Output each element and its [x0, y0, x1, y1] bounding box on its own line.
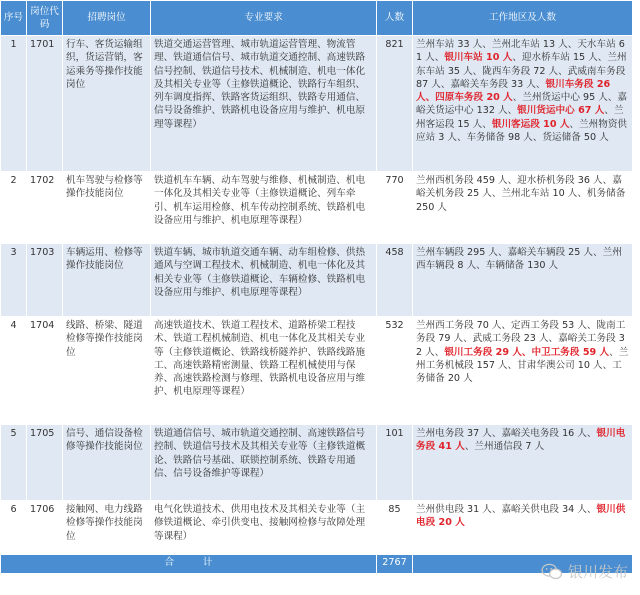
highlighted-unit: 银川货运中心 67 人: [517, 105, 605, 117]
cell-major: 铁道机车车辆、动车驾驶与维修、机械制造、机电一体化及其相关专业等（主修铁道概论、列车牵引、机车运用检修、机车传动控制系统、铁路机电设备应用与维护、机电原理等课程）: [151, 172, 377, 244]
cell-area: [413, 244, 633, 317]
table-row: [1, 244, 633, 317]
unit-text: 、兰州通信段 7 人: [464, 441, 545, 453]
cell-post: 机车驾驶与检修等操作技能岗位: [63, 172, 151, 244]
highlighted-unit: 银川车站 10 人: [444, 52, 513, 64]
highlighted-unit: 银川客运段 10 人: [491, 118, 570, 130]
cell-code: 1702: [27, 172, 63, 244]
cell-post: 接触网、电力线路检修等操作技能岗位: [63, 501, 151, 555]
cell-post: 线路、桥梁、隧道检修等操作技能岗位: [63, 317, 151, 425]
header-post: 招聘岗位: [63, 1, 151, 36]
unit-text: 兰州电务段 37 人、嘉峪关电务段 16 人、: [416, 428, 597, 439]
total-row: [1, 555, 633, 574]
cell-seq: 4: [1, 317, 27, 425]
unit-text: 、兰州物资供应站 3 人、车务储备 98 人、货运储备 50 人: [416, 118, 628, 144]
unit-text: 兰州车辆段 295 人、嘉峪关车辆段 25 人、兰州西车辆段 8 人、车辆储备 130 人: [416, 247, 622, 272]
unit-text: 、兰州工务机械段 157 人、甘肃华澳公司 10 人、工务储备 20 人: [416, 346, 629, 385]
cell-seq: 5: [1, 425, 27, 501]
cell-code: 1701: [27, 36, 63, 172]
table-row: [1, 501, 633, 555]
cell-count: 85: [377, 501, 413, 555]
unit-text: 兰州西机务段 459 人、迎水桥机务段 36 人、嘉峪关机务段 25 人、兰州北车站 10 人、机务储备 250 人: [416, 175, 626, 213]
watermark-text: 银川发布: [567, 563, 628, 581]
cell-count: 458: [377, 244, 413, 317]
cell-count: 821: [377, 36, 413, 172]
cell-post: 行车、客货运输组织，货运营销，客运乘务等操作技能岗位: [63, 36, 151, 172]
cell-post: 信号、通信设备检修等操作技能岗位: [63, 425, 151, 501]
unit-text: 兰州车站 33 人、兰州北车站 13 人、天水车站 61 人、: [416, 39, 625, 64]
watermark: [541, 561, 628, 582]
total-count: 2767: [377, 555, 413, 574]
table-header-row: [1, 1, 633, 36]
cell-code: 1704: [27, 317, 63, 425]
table-row: [1, 172, 633, 244]
cell-major: 高速铁道技术、铁道工程技术、道路桥梁工程技术、铁道工程机械制造、机电一体化及其相关专业等（主修铁道概论、铁路线桥隧养护、铁路线路施工、高速铁路精密测量、铁路工程机械使用与保养、高速铁路检测与修理、铁路机电设备应用与维护、机电原理等课程）: [151, 317, 377, 425]
unit-text: 兰州西工务段 70 人、定西工务段 53 人、陇南工务段 79 人、武威工务段 23 人、嘉峪关工务段 32 人、: [416, 320, 626, 358]
cell-code: 1706: [27, 501, 63, 555]
cell-code: 1703: [27, 244, 63, 317]
unit-text: 、兰州货运中心 95 人、嘉峪关货运中心 132 人、: [416, 92, 628, 117]
cell-seq: 3: [1, 244, 27, 317]
cell-code: 1705: [27, 425, 63, 501]
cell-post: 车辆运用、检修等操作技能岗位: [63, 244, 151, 317]
table-row: [1, 425, 633, 501]
cell-area: [413, 36, 633, 172]
header-area: 工作地区及人数: [413, 1, 633, 36]
highlighted-unit: 银川工务段 29 人、中卫工务段 59 人: [444, 346, 610, 358]
wechat-icon: [541, 563, 563, 581]
total-label: 合 计: [1, 555, 377, 574]
header-count: 人数: [377, 1, 413, 36]
unit-text: 、兰州客运段 15 人、: [416, 105, 624, 130]
highlighted-unit: 银川电务段 41 人: [416, 428, 626, 453]
highlighted-unit: 银川车务段 26 人、四原车务段 20 人: [416, 78, 611, 104]
cell-area: [413, 425, 633, 501]
cell-seq: 6: [1, 501, 27, 555]
cell-count: 532: [377, 317, 413, 425]
cell-major: 铁道车辆、城市轨道交通车辆、动车组检修、供热通风与空调工程技术、机械制造、机电一体化及其相关专业等（主修铁道概论、车辆检修、铁路机电设备应用与维护、机电原理等课程）: [151, 244, 377, 317]
cell-count: 770: [377, 172, 413, 244]
cell-seq: 1: [1, 36, 27, 172]
header-major: 专业要求: [151, 1, 377, 36]
cell-seq: 2: [1, 172, 27, 244]
unit-text: 兰州供电段 31 人、嘉峪关供电段 34 人、: [416, 504, 597, 515]
cell-count: 101: [377, 425, 413, 501]
table-row: [1, 36, 633, 172]
cell-area: [413, 317, 633, 425]
highlighted-unit: 银川供电段 20 人: [416, 504, 626, 529]
header-code: 岗位代码: [27, 1, 63, 36]
cell-major: 铁道交通运营管理、城市轨道运营管理、物流管理、铁道通信信号、城市轨道交通控制、高速铁路信号控制、铁道信号技术、机械制造、机电一体化及其相关专业等（主修铁道概论、铁路行车组织、列车调度指挥、铁路客货运组织、铁路专用通信、信号设备维护、铁路机电设备应用与维护、机电原理等课程）: [151, 36, 377, 172]
cell-area: [413, 172, 633, 244]
cell-major: 铁道通信信号、城市轨道交通控制、高速铁路信号控制、铁道信号技术及其相关专业等（主修铁道概论、铁路信号基础、联锁控制系统、铁路专用通信、信号设备维护等课程）: [151, 425, 377, 501]
cell-major: 电气化铁道技术、供用电技术及其相关专业等（主修铁道概论、牵引供变电、接触网检修与故障处理等课程）: [151, 501, 377, 555]
cell-area: [413, 501, 633, 555]
unit-text: 、迎水桥车站 15 人、兰州东车站 35 人、陇西车务段 72 人、武威南车务段 87 人、嘉峪关车务段 33 人、: [416, 52, 627, 90]
header-seq: 序号: [1, 1, 27, 36]
table-row: [1, 317, 633, 425]
